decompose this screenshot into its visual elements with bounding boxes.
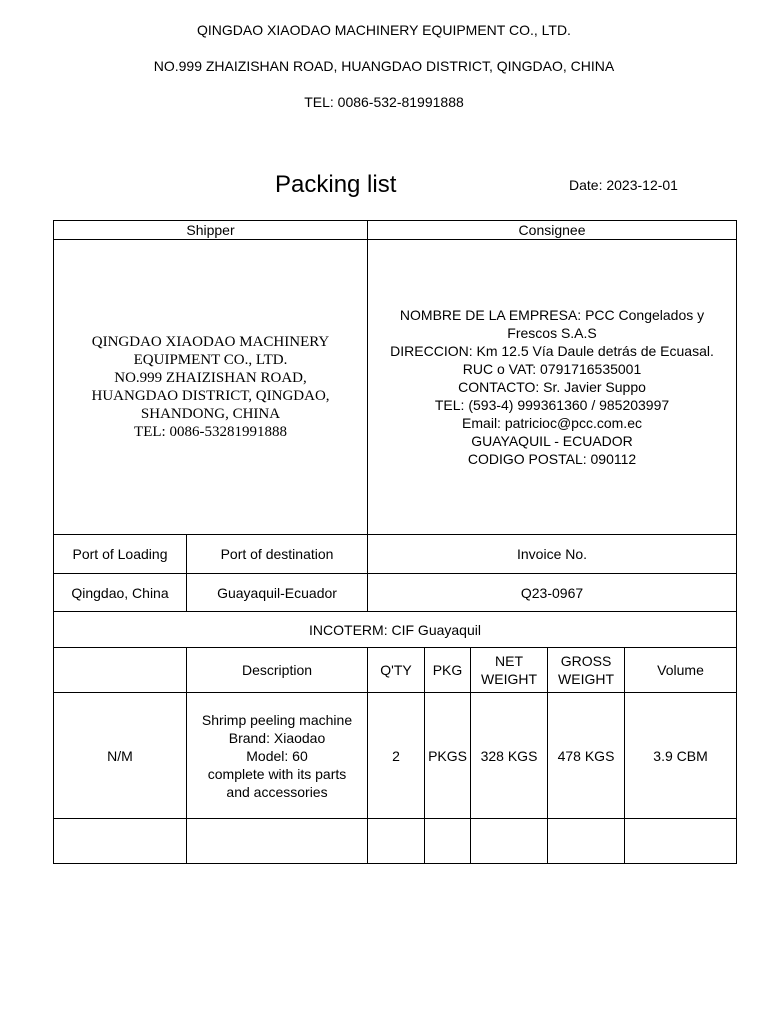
company-tel: TEL: 0086-532-81991888 bbox=[304, 94, 464, 110]
port-destination-value: Guayaquil-Ecuador bbox=[187, 574, 368, 612]
document-title: Packing list bbox=[275, 171, 397, 198]
packing-list-table bbox=[53, 220, 737, 864]
empty-cell bbox=[625, 819, 737, 864]
empty-cell bbox=[187, 819, 368, 864]
volume-header: Volume bbox=[625, 648, 737, 693]
goods-header-row bbox=[54, 648, 737, 693]
consignee-label: Consignee bbox=[368, 221, 737, 240]
party-header-row bbox=[54, 221, 737, 240]
net-weight-header: NET WEIGHT bbox=[471, 648, 548, 693]
empty-cell bbox=[425, 819, 471, 864]
empty-table-row bbox=[54, 819, 737, 864]
invoice-number: Q23-0967 bbox=[368, 574, 737, 612]
empty-cell bbox=[471, 819, 548, 864]
marks-header bbox=[54, 648, 187, 693]
pkg-cell: PKGS bbox=[425, 693, 471, 819]
gross-weight-header: GROSS WEIGHT bbox=[548, 648, 625, 693]
shipping-labels-row bbox=[54, 535, 737, 574]
qty-cell: 2 bbox=[368, 693, 425, 819]
incoterm: INCOTERM: CIF Guayaquil bbox=[54, 612, 737, 648]
port-destination-label: Port of destination bbox=[187, 535, 368, 574]
party-details-row bbox=[54, 240, 737, 535]
port-loading-label: Port of Loading bbox=[54, 535, 187, 574]
description-cell: Shrimp peeling machine Brand: Xiaodao Model: 60 complete with its parts and accessories bbox=[187, 693, 368, 819]
consignee-details: NOMBRE DE LA EMPRESA: PCC Congelados y Frescos S.A.S DIRECCION: Km 12.5 Vía Daule detrás de Ecuasal. RUC o VAT: 0791716535001 CONTACTO: Sr. Javier Suppo TEL: (593-4) 999361360 / 985203997 Email: patricioc@pcc.com.ec GUAYAQUIL - ECUADOR CODIGO POSTAL: 090112 bbox=[368, 240, 737, 535]
incoterm-row bbox=[54, 612, 737, 648]
company-address: NO.999 ZHAIZISHAN ROAD, HUANGDAO DISTRICT, QINGDAO, CHINA bbox=[153, 58, 615, 74]
empty-cell bbox=[368, 819, 425, 864]
description-header: Description bbox=[187, 648, 368, 693]
shipper-details: QINGDAO XIAODAO MACHINERY EQUIPMENT CO., LTD. NO.999 ZHAIZISHAN ROAD, HUANGDAO DISTRICT, QINGDAO, SHANDONG, CHINA TEL: 0086-53281991888 bbox=[54, 240, 368, 535]
pkg-header: PKG bbox=[425, 648, 471, 693]
shipper-label: Shipper bbox=[54, 221, 368, 240]
invoice-label: Invoice No. bbox=[368, 535, 737, 574]
marks-cell: N/M bbox=[54, 693, 187, 819]
empty-cell bbox=[54, 819, 187, 864]
company-name: QINGDAO XIAODAO MACHINERY EQUIPMENT CO., LTD. bbox=[197, 22, 571, 38]
port-loading-value: Qingdao, China bbox=[54, 574, 187, 612]
gross-weight-cell: 478 KGS bbox=[548, 693, 625, 819]
net-weight-cell: 328 KGS bbox=[471, 693, 548, 819]
qty-header: Q'TY bbox=[368, 648, 425, 693]
empty-cell bbox=[548, 819, 625, 864]
document-date: Date: 2023-12-01 bbox=[569, 177, 678, 193]
table-row bbox=[54, 693, 737, 819]
volume-cell: 3.9 CBM bbox=[625, 693, 737, 819]
shipping-values-row bbox=[54, 574, 737, 612]
